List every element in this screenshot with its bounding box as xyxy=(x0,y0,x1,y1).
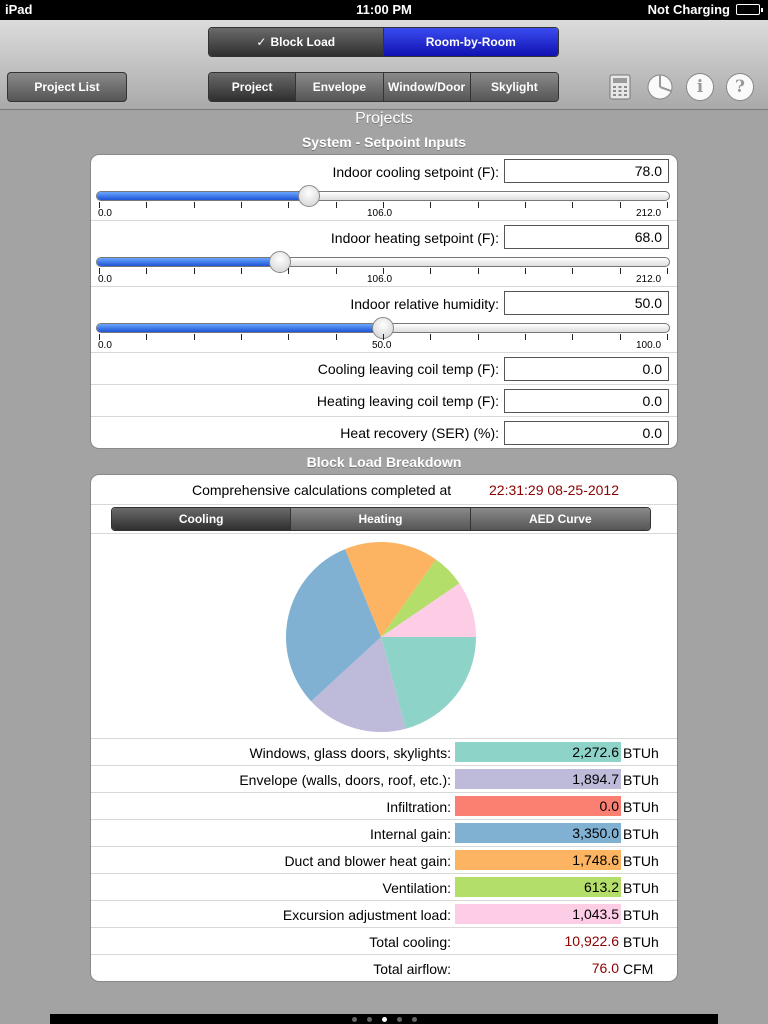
heat-recovery-row xyxy=(91,417,677,449)
breakdown-row xyxy=(91,793,677,820)
breakdown-row xyxy=(91,739,677,766)
cooling-setpoint-slider[interactable] xyxy=(96,191,670,201)
breakdown-label: Internal gain: xyxy=(370,826,451,842)
total-value: 76.0 xyxy=(591,960,619,976)
breakdown-value: 3,350.0 xyxy=(455,823,621,843)
humidity-row xyxy=(91,287,677,353)
total-label: Total cooling: xyxy=(369,934,451,950)
breakdown-tabs xyxy=(111,507,651,531)
slider-mid-label: 106.0 xyxy=(367,208,393,219)
page-dot[interactable] xyxy=(352,1017,357,1022)
heating-setpoint-label: Indoor heating setpoint (F): xyxy=(330,230,499,246)
slider-max-label: 100.0 xyxy=(636,340,662,351)
page-dot[interactable] xyxy=(382,1017,387,1022)
calculator-icon[interactable] xyxy=(606,73,634,101)
breakdown-unit: BTUh xyxy=(623,772,659,788)
heating-coil-input[interactable]: 0.0 xyxy=(504,389,669,413)
heating-setpoint-input[interactable]: 68.0 xyxy=(504,225,669,249)
breakdown-unit: BTUh xyxy=(623,880,659,896)
page-dot[interactable] xyxy=(367,1017,372,1022)
pie-chart-icon[interactable] xyxy=(646,73,674,101)
cooling-coil-row xyxy=(91,353,677,385)
tab-heating[interactable]: Heating xyxy=(291,508,470,530)
tab-envelope[interactable]: Envelope xyxy=(296,73,383,101)
tab-project[interactable]: Project xyxy=(209,73,296,101)
total-unit: BTUh xyxy=(623,934,659,950)
slider-min-label: 0.0 xyxy=(98,274,112,285)
humidity-label: Indoor relative humidity: xyxy=(350,296,499,312)
breakdown-value: 1,748.6 xyxy=(455,850,621,870)
battery-icon xyxy=(736,4,760,15)
info-icon[interactable]: i xyxy=(686,73,714,101)
heat-recovery-input[interactable]: 0.0 xyxy=(504,421,669,445)
total-value: 10,922.6 xyxy=(564,933,619,949)
pie-chart-area xyxy=(91,533,677,739)
toolbar xyxy=(0,20,768,110)
page-indicator[interactable] xyxy=(50,1014,718,1024)
cooling-setpoint-input[interactable]: 78.0 xyxy=(504,159,669,183)
breakdown-unit: BTUh xyxy=(623,853,659,869)
cooling-setpoint-label: Indoor cooling setpoint (F): xyxy=(332,164,499,180)
total-cooling-row xyxy=(91,928,677,955)
breakdown-unit: BTUh xyxy=(623,745,659,761)
breakdown-unit: BTUh xyxy=(623,826,659,842)
humidity-slider[interactable] xyxy=(96,323,670,333)
calc-status-label: Comprehensive calculations completed at xyxy=(192,482,452,498)
cooling-setpoint-row xyxy=(91,155,677,221)
breakdown-value: 1,043.5 xyxy=(455,904,621,924)
setpoint-section-title: System - Setpoint Inputs xyxy=(301,134,467,150)
breakdown-label: Infiltration: xyxy=(386,799,451,815)
section-segmented-control xyxy=(208,72,559,102)
breakdown-row xyxy=(91,874,677,901)
status-time: 11:00 PM xyxy=(356,2,412,17)
total-unit: CFM xyxy=(623,961,654,977)
page-dot[interactable] xyxy=(397,1017,402,1022)
heating-setpoint-slider[interactable] xyxy=(96,257,670,267)
mode-segmented-control xyxy=(208,27,559,57)
tab-skylight[interactable]: Skylight xyxy=(471,73,558,101)
heating-coil-row xyxy=(91,385,677,417)
setpoint-panel xyxy=(90,154,678,449)
heating-coil-label: Heating leaving coil temp (F): xyxy=(316,393,499,409)
cooling-coil-input[interactable]: 0.0 xyxy=(504,357,669,381)
breakdown-row xyxy=(91,901,677,928)
breakdown-label: Windows, glass doors, skylights: xyxy=(249,745,451,761)
breakdown-label: Ventilation: xyxy=(382,880,451,896)
tab-block-load[interactable] xyxy=(209,28,384,56)
check-icon: ✓ xyxy=(256,35,267,49)
device-name: iPad xyxy=(5,2,33,17)
pie-chart xyxy=(91,534,677,740)
page-title: Projects xyxy=(355,110,413,127)
breakdown-label: Excursion adjustment load: xyxy=(282,907,451,923)
breakdown-value: 613.2 xyxy=(455,877,621,897)
tab-room-by-room[interactable]: Room-by-Room xyxy=(384,28,559,56)
slider-min-label: 0.0 xyxy=(98,208,112,219)
calc-status-row xyxy=(91,475,677,505)
total-airflow-row xyxy=(91,955,677,982)
help-icon[interactable]: ? xyxy=(726,73,754,101)
breakdown-panel xyxy=(90,474,678,982)
battery-status xyxy=(648,2,760,17)
breakdown-row xyxy=(91,847,677,874)
breakdown-row xyxy=(91,766,677,793)
slider-mid-label: 50.0 xyxy=(372,340,392,351)
tab-aed-curve[interactable]: AED Curve xyxy=(471,508,650,530)
breakdown-label: Envelope (walls, doors, roof, etc.): xyxy=(239,772,451,788)
breakdown-unit: BTUh xyxy=(623,907,659,923)
breakdown-value: 1,894.7 xyxy=(455,769,621,789)
tab-block-load-label: Block Load xyxy=(270,35,336,49)
heat-recovery-label: Heat recovery (SER) (%): xyxy=(340,425,499,441)
slider-mid-label: 106.0 xyxy=(367,274,393,285)
slider-max-label: 212.0 xyxy=(636,274,662,285)
breakdown-row xyxy=(91,820,677,847)
calc-timestamp: 22:31:29 08-25-2012 xyxy=(489,482,619,498)
project-list-button[interactable]: Project List xyxy=(7,72,127,102)
breakdown-value: 0.0 xyxy=(455,796,621,816)
tab-window-door[interactable]: Window/Door xyxy=(384,73,471,101)
status-bar xyxy=(0,0,768,20)
heating-setpoint-row xyxy=(91,221,677,287)
breakdown-section-title: Block Load Breakdown xyxy=(306,454,462,470)
breakdown-unit: BTUh xyxy=(623,799,659,815)
page-dot[interactable] xyxy=(412,1017,417,1022)
breakdown-value: 2,272.6 xyxy=(455,742,621,762)
tab-cooling[interactable]: Cooling xyxy=(112,508,291,530)
humidity-input[interactable]: 50.0 xyxy=(504,291,669,315)
cooling-coil-label: Cooling leaving coil temp (F): xyxy=(317,361,499,377)
breakdown-label: Duct and blower heat gain: xyxy=(284,853,451,869)
charging-text: Not Charging xyxy=(647,2,730,17)
total-label: Total airflow: xyxy=(373,961,451,977)
slider-max-label: 212.0 xyxy=(636,208,662,219)
slider-min-label: 0.0 xyxy=(98,340,112,351)
